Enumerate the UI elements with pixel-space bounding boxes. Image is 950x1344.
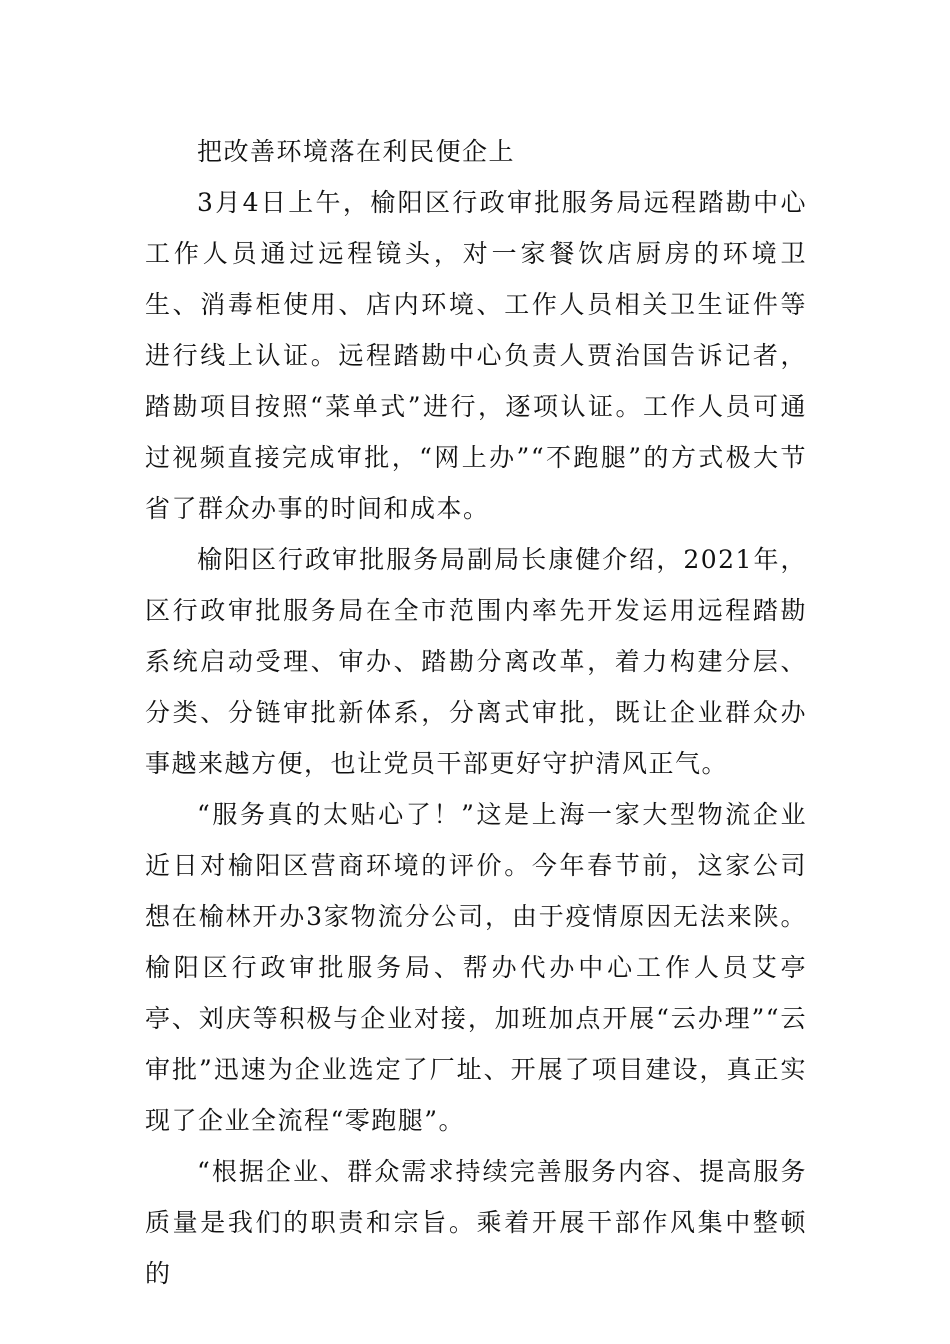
paragraph-4: “根据企业、群众需求持续完善服务内容、提高服务质量是我们的职责和宗旨。乘着开展干部作风集中整顿的 <box>145 1157 807 1288</box>
article-title: 把改善环境落在利民便企上 <box>197 137 516 166</box>
paragraph-3: “服务真的太贴心了！”这是上海一家大型物流企业近日对榆阳区营商环境的评价。今年春节前，这家公司想在榆林开办3家物流分公司，由于疫情原因无法来陕。榆阳区行政审批服务局、帮办代办中心工作人员艾亭亭、刘庆等积极与企业对接，加班加点开展“云办理”“云审批”迅速为企业选定了厂址、开展了项目建设，真正实现了企业全流程“零跑腿”。 <box>145 800 807 1135</box>
document-body <box>145 126 807 1299</box>
paragraph-1: 3月4日上午，榆阳区行政审批服务局远程踏勘中心工作人员通过远程镜头，对一家餐饮店厨房的环境卫生、消毒柜使用、店内环境、工作人员相关卫生证件等进行线上认证。远程踏勘中心负责人贾治国告诉记者，踏勘项目按照“菜单式”进行，逐项认证。工作人员可通过视频直接完成审批，“网上办”“不跑腿”的方式极大节省了群众办事的时间和成本。 <box>145 188 807 523</box>
paragraph-2: 榆阳区行政审批服务局副局长康健介绍，2021年，区行政审批服务局在全市范围内率先开发运用远程踏勘系统启动受理、审办、踏勘分离改革，着力构建分层、分类、分链审批新体系，分离式审批，既让企业群众办事越来越方便，也让党员干部更好守护清风正气。 <box>145 545 807 778</box>
